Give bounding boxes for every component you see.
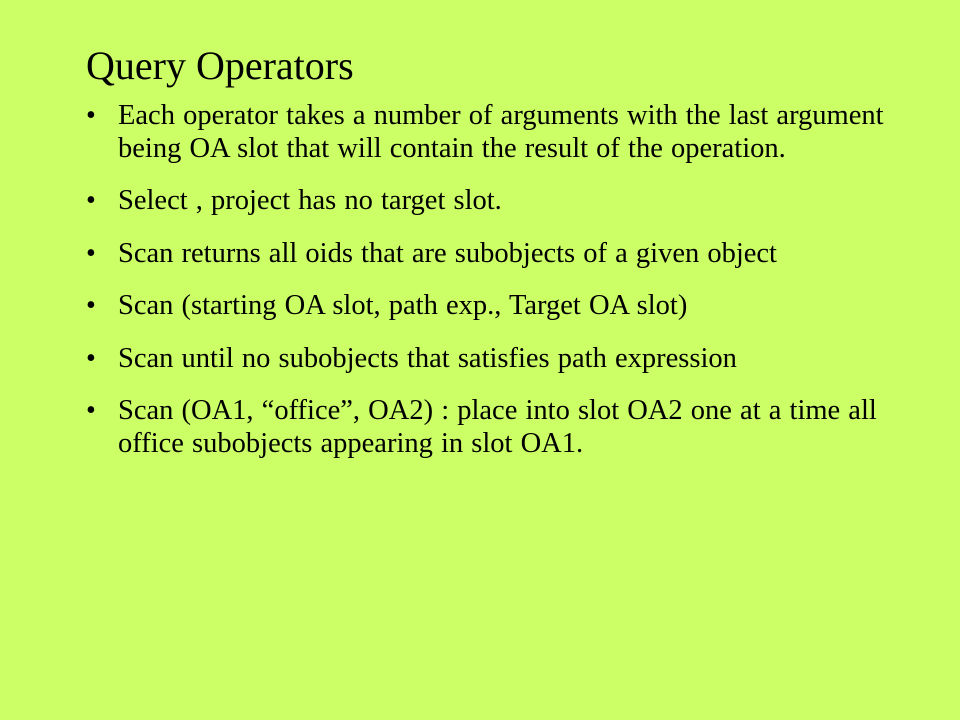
bullet-list — [86, 100, 886, 480]
bullet-text: Select , project has no target slot. — [118, 185, 502, 216]
bullet-icon: • — [86, 100, 96, 131]
bullet-icon: • — [86, 342, 96, 374]
bullet-item-scan-signature — [86, 290, 886, 323]
bullet-text: Scan returns all oids that are subobjects of a given object — [118, 237, 777, 269]
bullet-item-scan-returns — [86, 238, 886, 271]
bullet-text: Scan (OA1, “office”, OA2) : place into slot OA2 one at a time all office subobjects appearing in slot OA1. — [118, 395, 877, 459]
bullet-item-scan-until — [86, 343, 886, 376]
slide-title: Query Operators — [86, 43, 354, 88]
bullet-icon: • — [86, 290, 96, 321]
bullet-text: Scan (starting OA slot, path exp., Target OA slot) — [118, 290, 688, 321]
bullet-text: Scan until no subobjects that satisfies path expression — [118, 342, 737, 374]
bullet-item-operator-arguments — [86, 100, 886, 165]
bullet-item-select-project — [86, 185, 886, 218]
bullet-item-scan-example — [86, 395, 886, 460]
bullet-icon: • — [86, 237, 96, 269]
bullet-text: Each operator takes a number of arguments with the last argument being OA slot that will contain the result of the operation. — [118, 100, 884, 164]
bullet-icon: • — [86, 395, 96, 426]
bullet-icon: • — [86, 185, 96, 216]
